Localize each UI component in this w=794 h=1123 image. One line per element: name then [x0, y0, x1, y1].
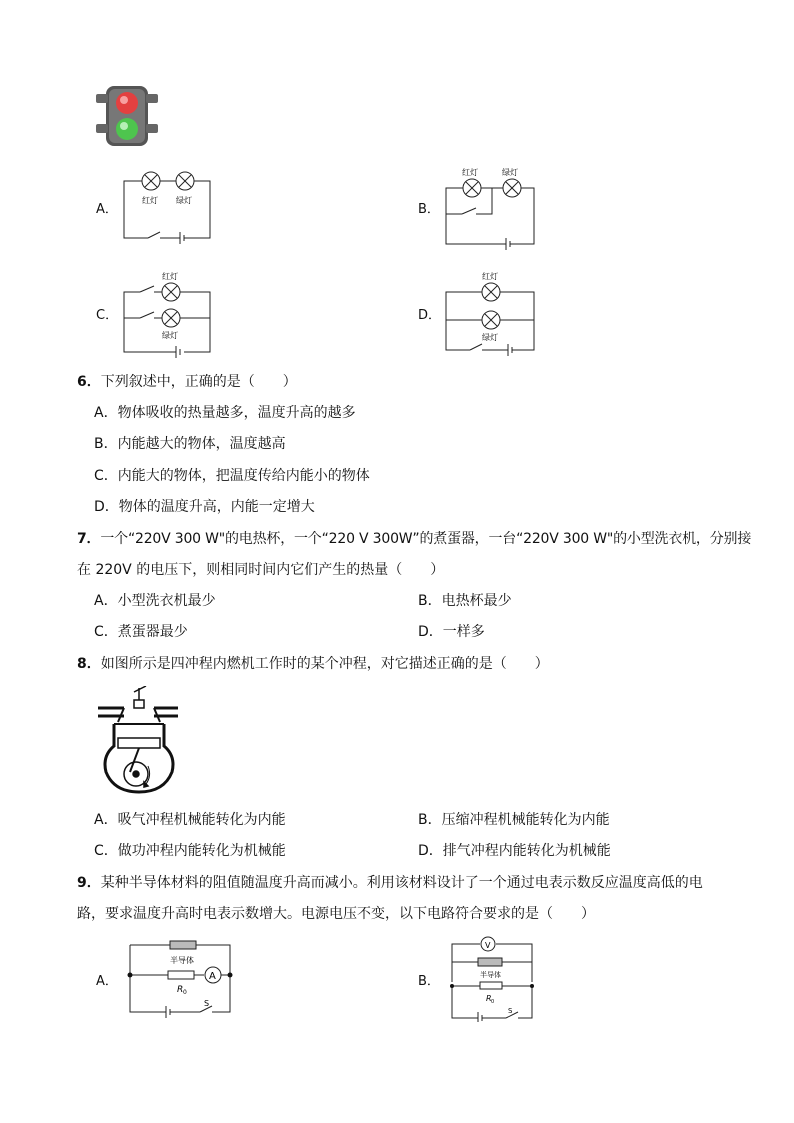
red-lamp-label: 红灯: [142, 196, 158, 205]
voltmeter-icon: V: [485, 941, 491, 950]
traffic-light-image: [96, 84, 160, 150]
svg-text:S: S: [204, 999, 210, 1008]
svg-text:半导体: 半导体: [480, 971, 501, 979]
svg-text:红灯: 红灯: [162, 272, 178, 281]
q8-option-a: A．吸气冲程机械能转化为内能: [94, 812, 286, 828]
question-7-stem-line2: 在 220V 的电压下，则相同时间内它们产生的热量（ ）: [77, 562, 445, 578]
engine-diagram: [96, 686, 182, 798]
svg-text:绿灯: 绿灯: [162, 331, 178, 340]
q7-option-a: A．小型洗衣机最少: [94, 593, 216, 609]
q6-option-d: D．物体的温度升高，内能一定增大: [94, 499, 315, 515]
option-d-label: D．: [418, 308, 442, 323]
svg-text:红灯: 红灯: [482, 272, 498, 281]
svg-text:R: R: [486, 994, 492, 1003]
circuit-b: [440, 164, 540, 254]
ammeter-icon: A: [209, 971, 216, 982]
q6-option-b: B．内能越大的物体，温度越高: [94, 436, 286, 452]
q6-option-a: A．物体吸收的热量越多，温度升高的越多: [94, 405, 356, 421]
q7-option-c: C．煮蛋器最少: [94, 624, 188, 640]
svg-text:S: S: [508, 1007, 513, 1015]
option-b-label: B．: [418, 202, 440, 217]
circuit-d: [440, 268, 540, 358]
q8-option-d: D．排气冲程内能转化为机械能: [418, 843, 611, 859]
q9-circuit-a: [124, 936, 240, 1018]
q9-option-a-label: A．: [96, 974, 118, 989]
circuit-c: [118, 268, 218, 358]
question-7-stem: 7．一个“220V 300 W"的电热杯，一个“220 V 300W”的煮蛋器，一台“220V 300 W"的小型洗衣机，分别接: [77, 531, 752, 547]
q6-option-c: C．内能大的物体，把温度传给内能小的物体: [94, 468, 370, 484]
question-9-stem: 9．某种半导体材料的阻值随温度升高而减小。利用该材料设计了一个通过电表示数反应温度高低的电: [77, 875, 703, 891]
svg-text:红灯: 红灯: [462, 168, 478, 177]
q8-option-c: C．做功冲程内能转化为机械能: [94, 843, 286, 859]
q9-option-b-label: B．: [418, 974, 440, 989]
q8-option-b: B．压缩冲程机械能转化为内能: [418, 812, 610, 828]
svg-text:0: 0: [183, 989, 187, 996]
q7-option-d: D．一样多: [418, 624, 485, 640]
svg-text:绿灯: 绿灯: [502, 168, 518, 177]
q7-option-b: B．电热杯最少: [418, 593, 512, 609]
question-6-stem: 6．下列叙述中，正确的是（ ）: [77, 374, 297, 390]
semiconductor-label: 半导体: [170, 956, 194, 965]
circuit-a: [118, 168, 218, 246]
svg-text:绿灯: 绿灯: [482, 333, 498, 342]
option-c-label: C．: [96, 308, 119, 323]
question-8-stem: 8．如图所示是四冲程内燃机工作时的某个冲程，对它描述正确的是（ ）: [77, 656, 549, 672]
svg-text:R: R: [177, 985, 184, 995]
q9-circuit-b: [446, 934, 538, 1022]
question-9-stem-line2: 路，要求温度升高时电表示数增大。电源电压不变，以下电路符合要求的是（ ）: [77, 906, 595, 922]
option-a-label: A．: [96, 202, 118, 217]
green-lamp-label: 绿灯: [176, 196, 192, 205]
svg-text:0: 0: [491, 999, 495, 1005]
